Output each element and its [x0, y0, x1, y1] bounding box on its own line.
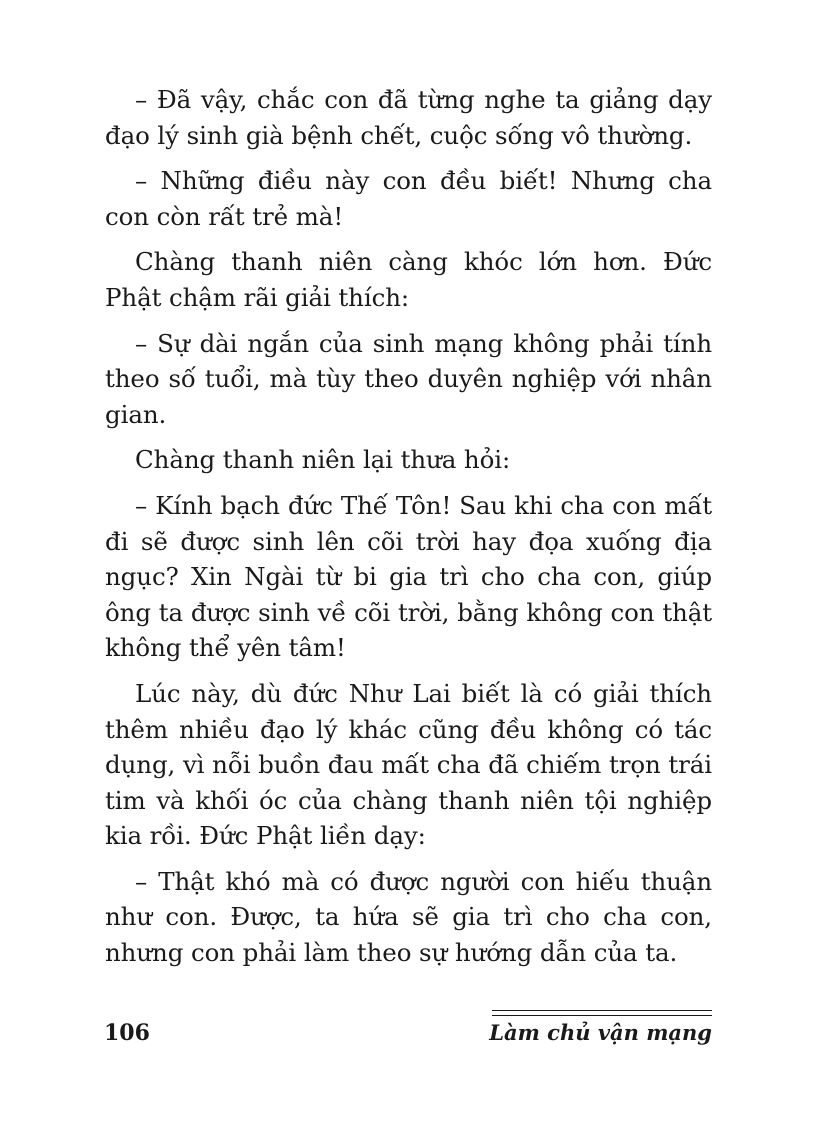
paragraph: – Kính bạch đức Thế Tôn! Sau khi cha con mất đi sẽ được sinh lên cõi trời hay đọa xuống địa ngục? Xin Ngài từ bi gia trì cho cha con, giúp ông ta được sinh về cõi trời, bằng không con thật không thể yên tâm!: [105, 490, 712, 663]
paragraph: – Những điều này con đều biết! Nhưng cha con còn rất trẻ mà!: [105, 166, 712, 231]
paragraph: Chàng thanh niên lại thưa hỏi:: [135, 445, 511, 475]
page-number: 106: [104, 1020, 150, 1046]
paragraph: – Đã vậy, chắc con đã từng nghe ta giảng dạy đạo lý sinh già bệnh chết, cuộc sống vô thường.: [105, 85, 712, 150]
paragraph: Chàng thanh niên càng khóc lớn hơn. Đức Phật chậm rãi giải thích:: [105, 247, 712, 312]
running-title: Làm chủ vận mạng: [489, 1020, 712, 1045]
paragraph: – Sự dài ngắn của sinh mạng không phải tính theo số tuổi, mà tùy theo duyên nghiệp với nhân gian.: [105, 328, 712, 429]
paragraph: – Thật khó mà có được người con hiếu thuận như con. Được, ta hứa sẽ gia trì cho cha con, nhưng con phải làm theo sự hướng dẫn của ta.: [105, 866, 712, 968]
body-text: [105, 82, 712, 981]
paragraph: Lúc này, dù đức Như Lai biết là có giải thích thêm nhiều đạo lý khác cũng đều không có tác dụng, vì nỗi buồn đau mất cha đã chiếm trọn trái tim và khối óc của chàng thanh niên tội nghiệp kia rồi. Đức Phật liền dạy:: [105, 678, 712, 851]
